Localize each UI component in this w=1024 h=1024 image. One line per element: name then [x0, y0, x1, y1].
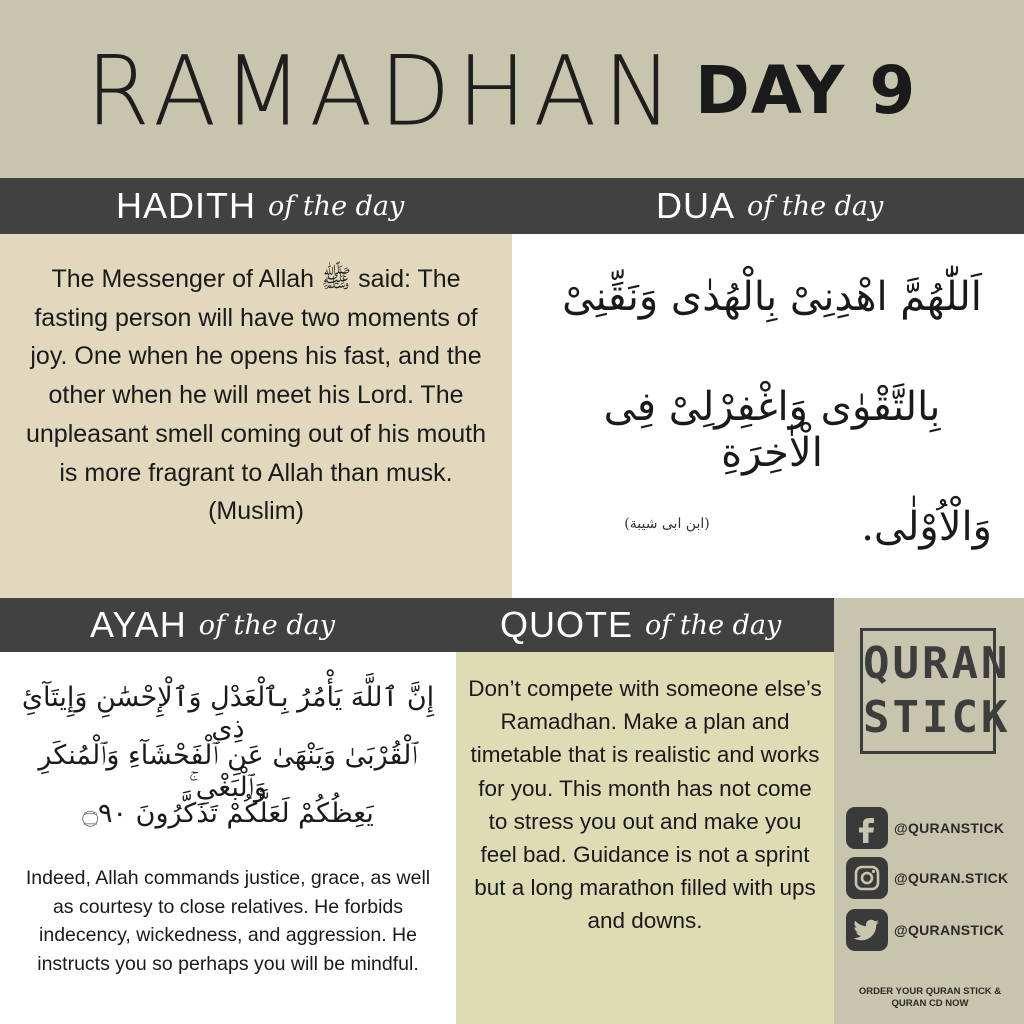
dua-heading-label: DUA — [656, 185, 736, 226]
dua-heading — [512, 178, 1024, 234]
order-text: ORDER YOUR QURAN STICK & QURAN CD NOW — [858, 986, 1002, 1009]
instagram-icon — [846, 857, 888, 899]
dua-line-2: بِالتَّقْوٰى وَاغْفِرْلِىْ فِى الْاٰخِرَةِ — [603, 384, 941, 476]
hadith-text: The Messenger of Allah ﷺ said: The fasting person will have two moments of joy. One when he opens his fast, and the other when he will meet his Lord. The unpleasant smell coming out of his mouth is more fragrant to Allah than musk. (Muslim) — [26, 265, 486, 526]
ayah-translation: Indeed, Allah commands justice, grace, as well as courtesy to close relatives. He forbids indecency, wickedness, and aggression. He instructs you so perhaps you will be mindful. — [25, 867, 431, 975]
dua-heading-suffix: of the day — [747, 190, 884, 222]
ayah-heading-label: AYAH — [90, 604, 187, 645]
ayah-panel — [0, 652, 456, 1024]
facebook-handle: @QURANSTICK — [894, 820, 1005, 836]
ayah-arabic-line-1: إِنَّ ٱللَّهَ يَأْمُرُ بِٱلْعَدْلِ وَٱلْإِحْسَٰنِ وَإِيتَآئِ ذِى — [21, 682, 435, 744]
dua-line-1: اَللّٰهُمَّ اهْدِنِىْ بِالْهُدٰى وَنَقِّنِىْ — [562, 274, 982, 320]
brand-panel — [834, 598, 1024, 1024]
ayah-arabic-line-3: يَعِظُكُمْ لَعَلَّكُمْ تَذَكَّرُونَ ۝٩٠ — [82, 798, 374, 829]
facebook-icon — [846, 807, 888, 849]
logo-line-1: QURAN — [863, 638, 1011, 689]
quote-heading-label: QUOTE — [500, 604, 634, 645]
page-title: RAMADHAN — [86, 35, 680, 148]
page-header — [0, 0, 1024, 178]
quote-heading — [456, 598, 834, 652]
quote-panel — [456, 652, 834, 1024]
quote-heading-suffix: of the day — [645, 609, 782, 641]
day-label: DAY 9 — [695, 52, 917, 129]
quote-text: Don’t compete with someone else’s Ramadhan. Make a plan and timetable that is realistic and works for you. This month has not come to stress you out and make you feel bad. Guidance is not a sprint but a long marathon filled with ups and downs. — [468, 676, 822, 934]
hadith-panel — [0, 234, 512, 598]
dua-panel — [512, 234, 1024, 598]
twitter-handle: @QURANSTICK — [894, 922, 1005, 938]
ayah-arabic-line-2: ٱلْقُرْبَىٰ وَيَنْهَىٰ عَنِ ٱلْفَحْشَآءِ وَٱلْمُنكَرِ وَٱلْبَغْىِ ۚ — [38, 740, 418, 803]
social-instagram[interactable] — [846, 856, 1024, 900]
social-twitter[interactable] — [846, 908, 1024, 952]
logo-line-2: STICK — [863, 692, 1011, 743]
ayah-heading-suffix: of the day — [198, 609, 335, 641]
social-facebook[interactable] — [846, 806, 1024, 850]
quran-stick-logo — [860, 628, 1011, 754]
instagram-handle: @QURAN.STICK — [894, 870, 1009, 886]
ayah-heading — [0, 598, 456, 652]
twitter-icon — [846, 909, 888, 951]
hadith-heading-label: HADITH — [116, 185, 256, 226]
hadith-heading-suffix: of the day — [268, 190, 405, 222]
dua-reference: (ابن ابی شیبة) — [624, 516, 710, 532]
hadith-heading — [0, 178, 512, 234]
dua-line-3: وَالْاُوْلٰى. — [861, 504, 992, 550]
